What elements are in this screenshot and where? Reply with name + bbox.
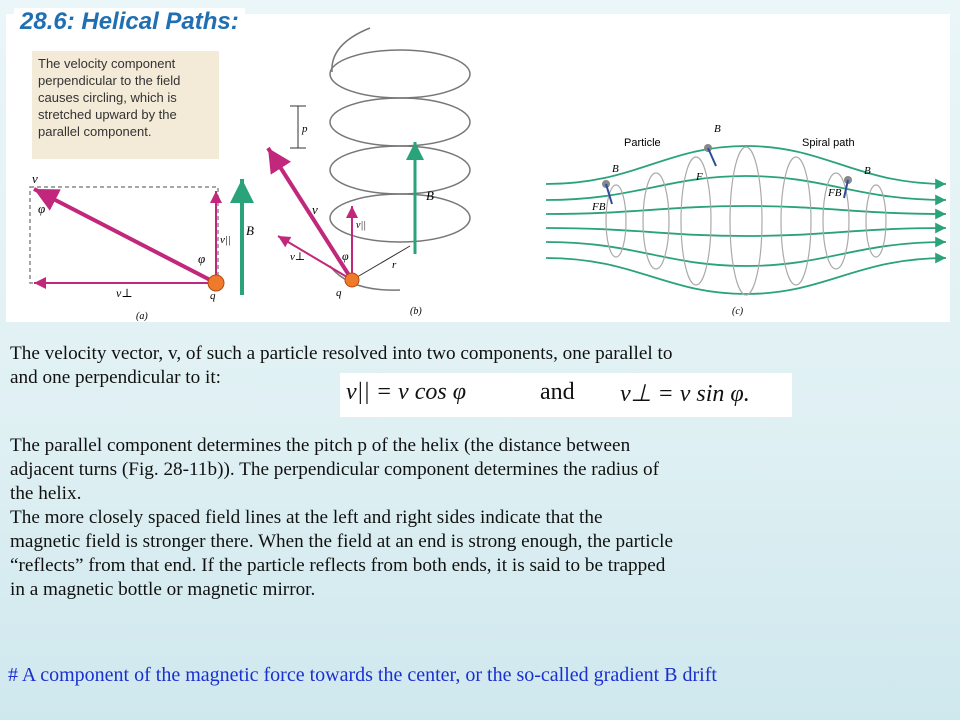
label-phi: φ [342, 249, 349, 263]
label-fb-right: FB [828, 187, 842, 199]
paragraph-2-line-1: The parallel component determines the pitch p of the helix (the distance between [10, 435, 631, 456]
label-p: p [302, 123, 308, 135]
charge-q [345, 273, 359, 287]
figure-caption: The velocity component perpendicular to the field causes circling, which is stretched upward by the parallel component. [32, 51, 219, 159]
label-fig-a: (a) [136, 311, 148, 322]
label-q: q [336, 287, 342, 299]
equation-perpendicular: v⊥ = v sin φ. [620, 381, 750, 407]
label-fig-c: (c) [732, 306, 744, 317]
label-phi: φ [38, 201, 46, 216]
label-v-par: v|| [356, 220, 366, 231]
paragraph-2-line-2: adjacent turns (Fig. 28-11b)). The perpendicular component determines the radius of [10, 459, 659, 480]
label-b-left: B [612, 163, 619, 175]
label-phi-2: φ [198, 251, 206, 266]
equation-box [340, 373, 792, 417]
paragraph-2-line-7: in a magnetic bottle or magnetic mirror. [10, 579, 316, 600]
paragraph-1-line-2: and one perpendicular to it: [10, 367, 221, 388]
label-v-perp: v⊥ [116, 286, 133, 300]
radius-line [352, 246, 410, 280]
label-b: B [246, 223, 254, 238]
paragraph-2-line-4: The more closely spaced field lines at the left and right sides indicate that the [10, 507, 603, 528]
vector-v [34, 189, 216, 283]
paragraph-1-line-1: The velocity vector, v, of such a particle resolved into two components, one parallel to [10, 343, 673, 364]
label-q: q [210, 290, 216, 302]
label-v-perp: v⊥ [290, 251, 306, 263]
label-v: v [312, 202, 318, 217]
label-fb-left: FB [592, 201, 606, 213]
label-particle: Particle [624, 137, 661, 149]
label-f: F [696, 171, 703, 183]
figure-a [18, 165, 258, 325]
equation-and: and [540, 379, 575, 405]
page-title: 28.6: Helical Paths: [14, 8, 245, 36]
label-v: v [32, 171, 38, 186]
figure-c [546, 118, 946, 318]
label-fig-b: (b) [410, 306, 422, 317]
figure-b [260, 14, 520, 324]
label-r: r [392, 259, 397, 271]
label-spiral: Spiral path [802, 137, 855, 149]
label-b-top: B [714, 123, 721, 135]
vector-v [268, 148, 352, 280]
paragraph-2-line-5: magnetic field is stronger there. When the field at an end is strong enough, the particle [10, 531, 673, 552]
paragraph-2 [10, 434, 950, 602]
footnote: # A component of the magnetic force towards the center, or the so-called gradient B drift [8, 664, 717, 686]
label-b-right: B [864, 165, 871, 177]
paragraph-2-line-3: the helix. [10, 483, 82, 504]
label-b: B [426, 188, 434, 203]
spiral-path [606, 147, 886, 295]
equation-parallel: v|| = v cos φ [346, 379, 466, 405]
label-v-par: v|| [220, 234, 231, 246]
charge-q [208, 275, 224, 291]
paragraph-2-line-6: “reflects” from that end. If the particle reflects from both ends, it is said to be trapped [10, 555, 666, 576]
